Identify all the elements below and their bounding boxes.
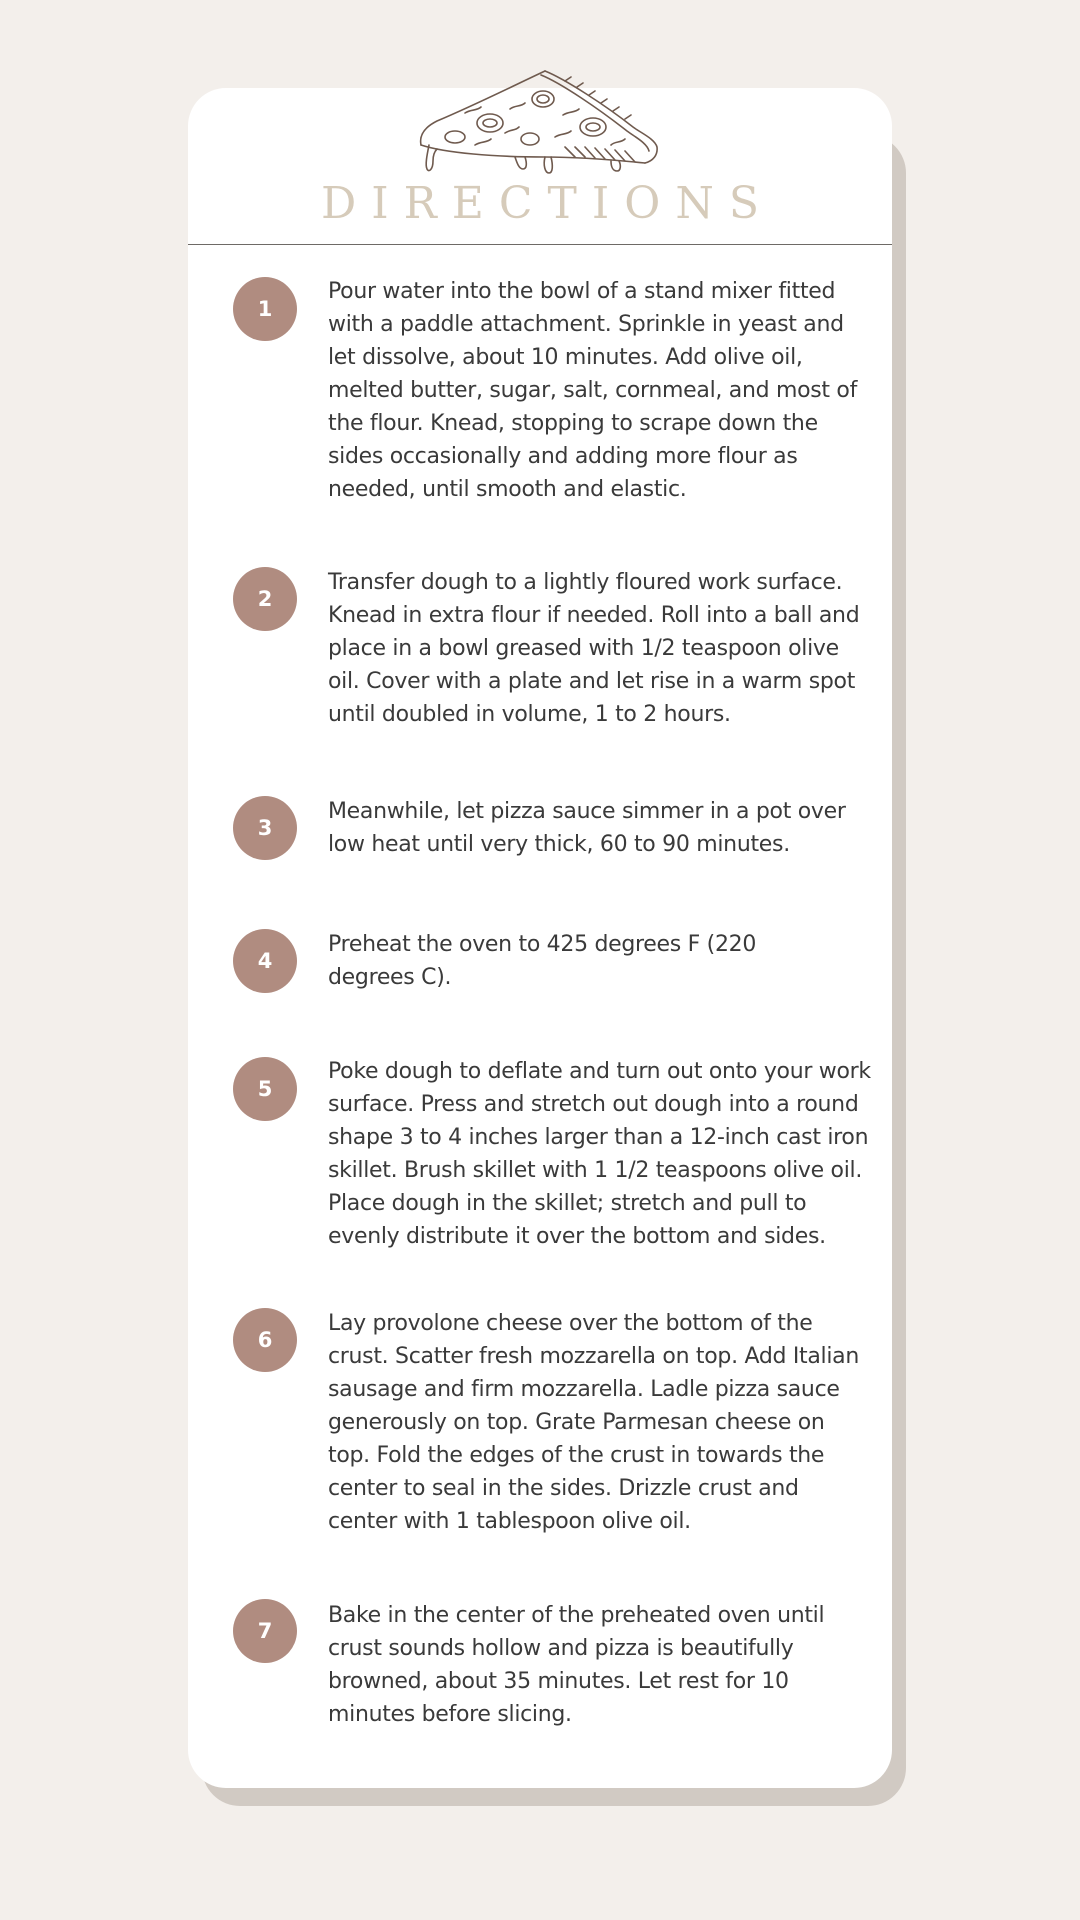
step-text: Meanwhile, let pizza sauce simmer in a pot over low heat until very thick, 60 to 90 minutes. <box>328 799 846 857</box>
step-text: Lay provolone cheese over the bottom of the crust. Scatter fresh mozzarella on top. Add Italian sausage and firm mozzarella. Ladle pizza sauce generously on top. Grate Parmesan cheese on top. Fold the edges of the crust in towards the center to seal in the sides. Drizzle crust and center with 1 tablespoon olive oil. <box>328 1311 859 1534</box>
step-number-badge: 2 <box>233 567 297 631</box>
header-divider <box>188 244 892 245</box>
step-text: Preheat the oven to 425 degrees F (220 degrees C). <box>328 932 757 990</box>
step-text: Transfer dough to a lightly floured work surface. Knead in extra flour if needed. Roll into a ball and place in a bowl greased with 1/2 teaspoon olive oil. Cover with a plate and let rise in a warm spot until doubled in volume, 1 to 2 hours. <box>328 570 860 727</box>
step-number-badge: 3 <box>233 796 297 860</box>
pizza-slice-icon <box>415 65 660 175</box>
step-number-badge: 1 <box>233 277 297 341</box>
step-number-badge: 4 <box>233 929 297 993</box>
step-text: Bake in the center of the preheated oven until crust sounds hollow and pizza is beautifully browned, about 35 minutes. Let rest for 10 minutes before slicing. <box>328 1603 825 1727</box>
step-text: Pour water into the bowl of a stand mixer fitted with a paddle attachment. Sprinkle in yeast and let dissolve, about 10 minutes. Add olive oil, melted butter, sugar, salt, cornmeal, and most of the flour. Knead, stopping to scrape down the sides occasionally and adding more flour as needed, until smooth and elastic. <box>328 279 858 502</box>
page-title: DIRECTIONS <box>320 178 774 229</box>
step-text: Poke dough to deflate and turn out onto your work surface. Press and stretch out dough into a round shape 3 to 4 inches larger than a 12-inch cast iron skillet. Brush skillet with 1 1/2 teaspoons olive oil. Place dough in the skillet; stretch and pull to evenly distribute it over the bottom and sides. <box>328 1059 871 1249</box>
step-number-badge: 6 <box>233 1308 297 1372</box>
step-number-badge: 7 <box>233 1599 297 1663</box>
step-number-badge: 5 <box>233 1057 297 1121</box>
